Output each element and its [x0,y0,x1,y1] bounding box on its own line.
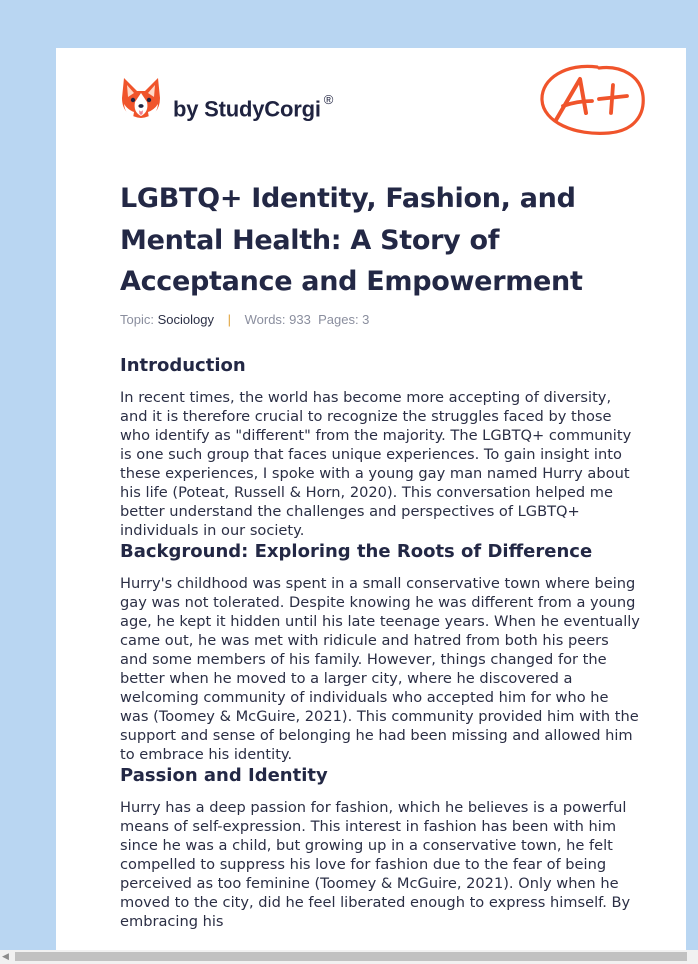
corgi-icon [120,76,162,124]
section-paragraph: Hurry has a deep passion for fashion, which he believes is a powerful means of self-expression. This interest in fashion has been with him since he was a child, but growing up in a conservative town, he felt compelled to suppress his love for fashion due to the fear of being perceived as too feminine (Toomey & McGuire, 2021). Only when he moved to the city, did he feel liberated enough to express himself. By embracing his [120,799,631,930]
section-heading-background: Background: Exploring the Roots of Difference [120,541,593,562]
registered-mark: ® [323,91,334,107]
studycorgi-logo[interactable] [120,76,333,124]
essay-body [120,354,640,931]
section-paragraph: In recent times, the world has become more accepting of diversity, and it is therefore crucial to recognize the struggles faced by those who identify as "different" from the majority. The LGBTQ+ community is one such group that faces unique experiences. To gain insight into these experiences, I spoke with a young gay man named Hurry about his life (Poteat, Russell & Horn, 2020). This conversation helped me better understand the challenges and perspectives of LGBTQ+ individuals in our society. [120,389,632,539]
section-paragraph: Hurry's childhood was spent in a small conservative town where being gay was not tolerated. Despite knowing he was different from a young age, he kept it hidden until his late teenage years. When he eventually came out, he was met with ridicule and hatred from both his peers and some members of his family. However, things changed for the better when he moved to a larger city, where he discovered a welcoming community of individuals who accepted him for who he was (Toomey & McGuire, 2021). This community provided him with the support and sense of belonging he had been missing and allowed him to embrace his identity. [120,575,640,763]
essay-meta [120,312,369,327]
horizontal-scrollbar[interactable] [0,950,698,964]
document-page [56,48,686,950]
brand-name [173,91,334,122]
scrollbar-thumb[interactable] [15,952,687,961]
scroll-left-arrow-icon[interactable]: ◀ [2,952,9,962]
brand-text: by StudyCorgi [173,96,321,122]
grade-a-plus-icon [539,60,647,140]
section-heading-introduction: Introduction [120,355,246,376]
topic-link[interactable]: Sociology [157,312,214,327]
meta-separator: | [227,312,231,327]
essay-title: LGBTQ+ Identity, Fashion, and Mental Health: A Story of Acceptance and Empowerment [120,183,583,297]
topic-label: Topic: [120,312,154,327]
word-count: Words: 933 [244,312,311,327]
page-count: Pages: 3 [318,312,370,327]
section-heading-passion: Passion and Identity [120,765,328,786]
